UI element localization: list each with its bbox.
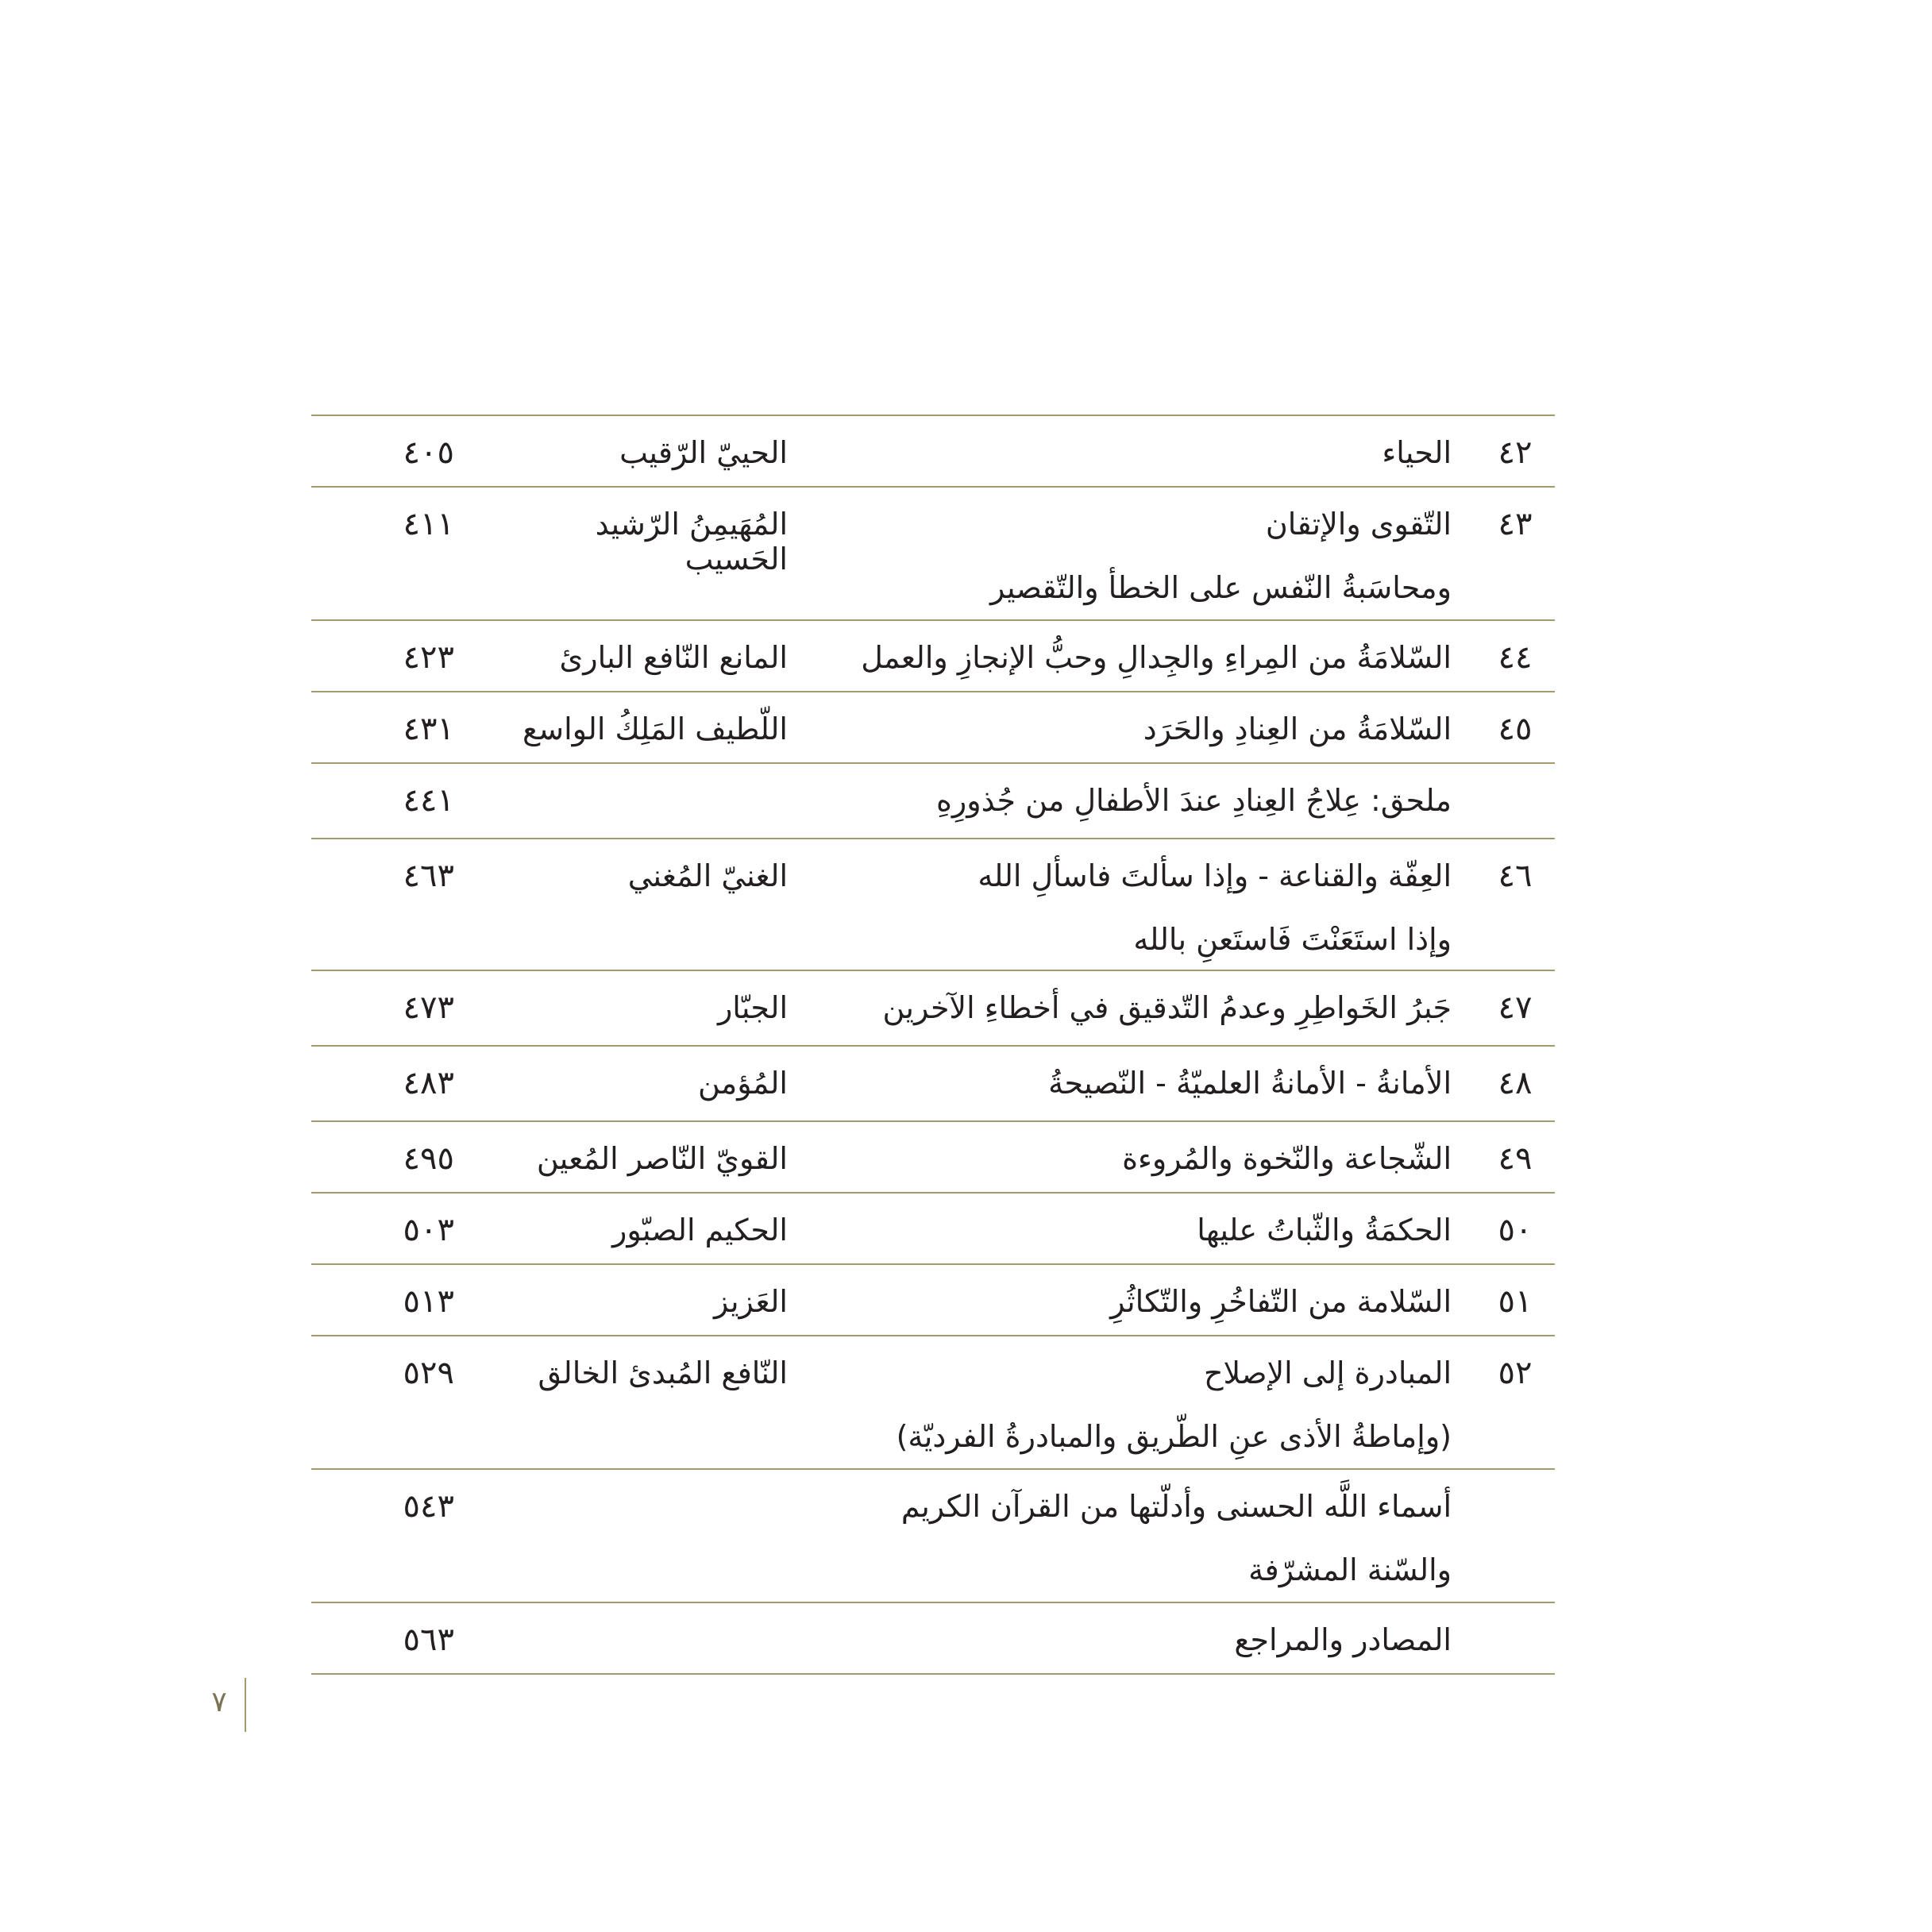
chapter-title-text: جَبرُ الخَواطِرِ وعدمُ التّدقيق في أخطاءِ الآخرين — [882, 990, 1452, 1025]
chapter-title — [812, 711, 1475, 746]
chapter-title — [812, 1066, 1475, 1101]
chapter-title-text: أسماء اللَّه الحسنى وأدلّتها من القرآن الكريم — [900, 1489, 1452, 1524]
toc-row — [311, 692, 1555, 764]
chapter-title-continuation: وإذا استَعَنْتَ فَاستَعنِ بالله — [1133, 922, 1452, 957]
toc-row — [311, 971, 1555, 1047]
toc-row — [311, 1336, 1555, 1470]
divine-names: الحكيم الصبّور — [611, 1213, 788, 1248]
chapter-title-text: المصادر والمراجع — [1234, 1622, 1452, 1657]
page-number: ٤٢٣ — [403, 639, 454, 676]
toc-row — [311, 1265, 1555, 1336]
toc-row — [311, 839, 1555, 971]
chapter-title-text: السّلامة من التّفاخُرِ والتّكاثُرِ — [1110, 1284, 1452, 1319]
chapter-title — [812, 1355, 1475, 1454]
chapter-title-text: العِفّة والقناعة - وإذا سألتَ فاسألِ الله — [978, 858, 1452, 893]
chapter-title-text: الأمانةُ - الأمانةُ العلميّةُ - النّصيحةُ — [1048, 1066, 1452, 1101]
divine-names: المُهَيمِنُ الرّشيد الحَسيب — [595, 507, 788, 577]
table-of-contents — [311, 415, 1555, 1675]
divine-names: المانع النّافع البارئ — [559, 640, 788, 675]
toc-row — [311, 416, 1555, 488]
page-number: ٤٦٣ — [403, 858, 454, 894]
chapter-number: ٤٤ — [1498, 639, 1533, 676]
chapter-title — [812, 507, 1475, 605]
page-number: ٤٩٥ — [403, 1140, 454, 1177]
chapter-title — [812, 435, 1475, 470]
page-number: ٤١١ — [403, 506, 454, 542]
divine-names: الغنيّ المُغني — [627, 858, 788, 893]
folio-divider — [245, 1678, 246, 1732]
page-number: ٤٧٣ — [403, 989, 454, 1026]
chapter-title-text: الحياء — [1382, 435, 1452, 470]
toc-row — [311, 1194, 1555, 1265]
chapter-number: ٤٣ — [1498, 506, 1533, 542]
chapter-title-continuation: والسّنة المشرّفة — [1248, 1552, 1452, 1587]
chapter-number: ٥١ — [1498, 1283, 1533, 1320]
chapter-title — [812, 783, 1475, 818]
page-folio-number: ٧ — [211, 1686, 227, 1718]
chapter-title — [812, 1489, 1475, 1587]
chapter-number: ٤٥ — [1498, 711, 1533, 747]
chapter-title — [812, 640, 1475, 675]
chapter-number: ٥٠ — [1498, 1212, 1533, 1248]
chapter-title-text: الشّجاعة والنّخوة والمُروءة — [1122, 1141, 1452, 1176]
toc-row — [311, 621, 1555, 692]
chapter-number: ٤٦ — [1498, 858, 1533, 894]
chapter-title-text: السّلامَةُ من المِراءِ والجِدالِ وحبُّ الإنجازِ والعمل — [861, 640, 1452, 675]
chapter-title-text: المبادرة إلى الإصلاح — [1204, 1355, 1452, 1390]
chapter-title — [812, 1213, 1475, 1248]
divine-names: المُؤمن — [697, 1066, 788, 1101]
chapter-title-text: التّقوى والإتقان — [1265, 507, 1452, 542]
page-number: ٤٣١ — [403, 711, 454, 747]
chapter-number: ٤٨ — [1498, 1065, 1533, 1101]
chapter-title — [812, 990, 1475, 1025]
chapter-title — [812, 1622, 1475, 1657]
toc-row — [311, 764, 1555, 839]
toc-row — [311, 488, 1555, 621]
chapter-number: ٤٧ — [1498, 989, 1533, 1026]
chapter-number: ٥٢ — [1498, 1355, 1533, 1391]
chapter-title — [812, 1141, 1475, 1176]
page-number: ٤٤١ — [403, 782, 454, 819]
divine-names: الحييّ الرّقيب — [619, 435, 788, 470]
chapter-title-continuation: ومحاسَبةُ النّفس على الخطأ والتّقصير — [990, 570, 1452, 605]
page-number: ٥٠٣ — [403, 1212, 454, 1248]
page-number: ٥٢٩ — [403, 1355, 454, 1391]
divine-names: النّافع المُبدئ الخالق — [538, 1355, 788, 1390]
page-number: ٥٤٣ — [403, 1488, 454, 1525]
chapter-title-text: الحكمَةُ والثّباتُ عليها — [1197, 1213, 1452, 1248]
chapter-title-text: ملحق: عِلاجُ العِنادِ عندَ الأطفالِ من جُذورِهِ — [935, 783, 1452, 818]
chapter-title-continuation: (وإماطةُ الأذى عنِ الطّريق والمبادرةُ الفرديّة) — [896, 1419, 1452, 1454]
divine-names: اللّطيف المَلِكُ الواسع — [523, 711, 788, 746]
chapter-title — [812, 1284, 1475, 1319]
chapter-number: ٤٩ — [1498, 1140, 1533, 1177]
divine-names: الجبّار — [717, 990, 788, 1025]
chapter-number: ٤٢ — [1498, 434, 1533, 471]
page-number: ٥٦٣ — [403, 1622, 454, 1658]
toc-row — [311, 1122, 1555, 1194]
divine-names: القويّ النّاصر المُعين — [536, 1141, 788, 1176]
toc-row — [311, 1603, 1555, 1675]
page-number: ٤٨٣ — [403, 1065, 454, 1101]
toc-row — [311, 1047, 1555, 1122]
chapter-title — [812, 858, 1475, 957]
divine-names: العَزيز — [714, 1284, 788, 1319]
toc-row — [311, 1470, 1555, 1603]
page-number: ٥١٣ — [403, 1283, 454, 1320]
page-number: ٤٠٥ — [403, 434, 454, 471]
chapter-title-text: السّلامَةُ من العِنادِ والحَرَد — [1143, 711, 1452, 746]
